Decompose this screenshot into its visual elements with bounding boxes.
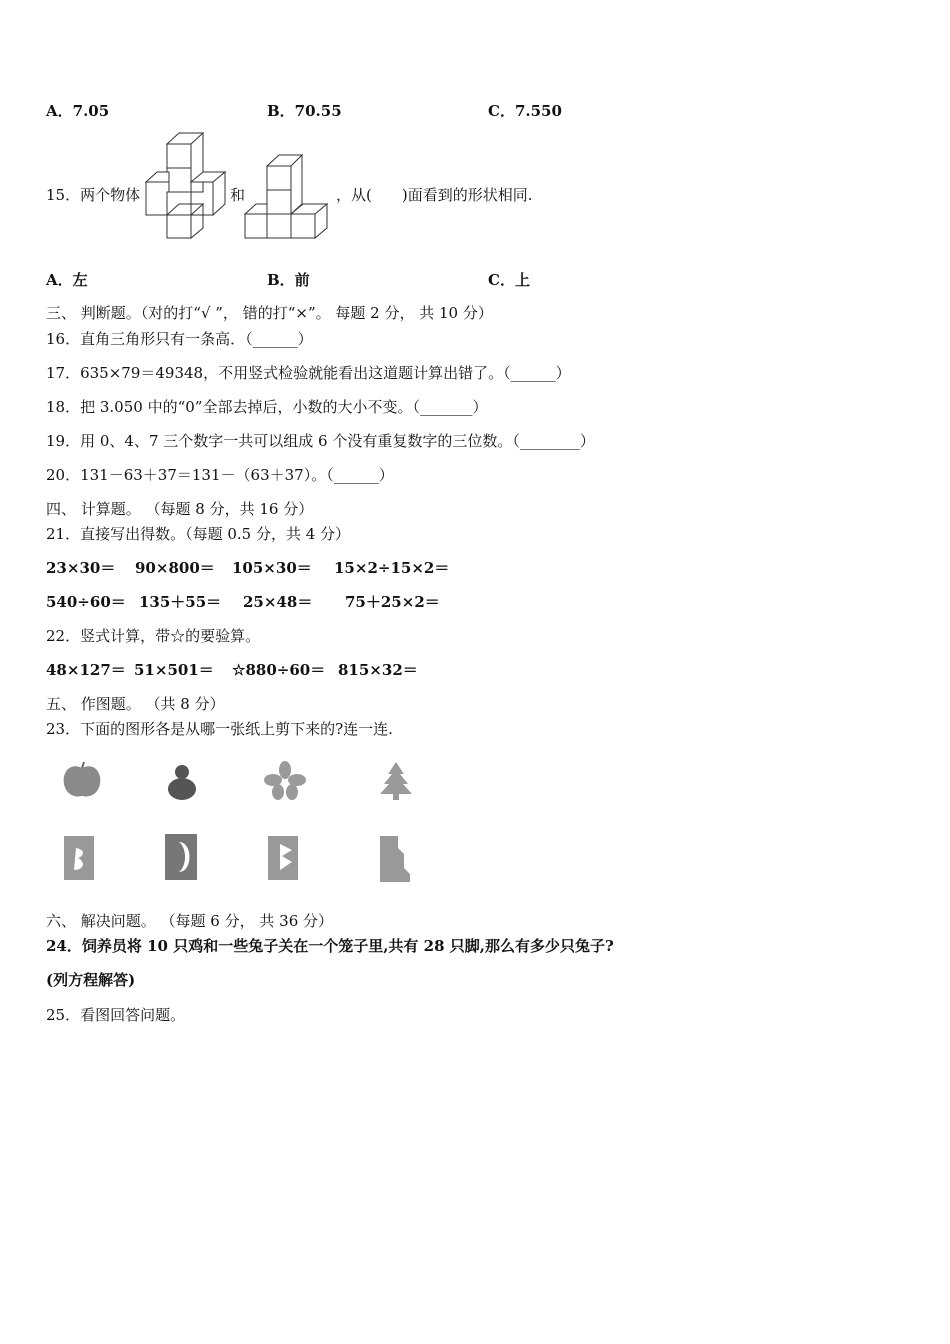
calc-item: 540÷60＝: [46, 593, 126, 611]
section-4-heading: 四、 计算题。 （每题 8 分，共 16 分）: [46, 500, 314, 518]
section-5-heading: 五、 作图题。 （共 8 分）: [46, 695, 225, 713]
calc-item: 25×48＝: [243, 593, 313, 611]
q15-option-c: C．上: [488, 271, 530, 289]
calc-item: 48×127＝: [46, 661, 126, 679]
question-25: 25．看图回答问题。: [46, 1006, 186, 1024]
question-24-note: (列方程解答): [46, 971, 136, 989]
calc-item: 90×800＝: [135, 559, 215, 577]
question-16: 16．直角三角形只有一条高．（______）: [46, 330, 313, 348]
question-22: 22．竖式计算，带☆的要验算。: [46, 627, 261, 645]
question-21: 21．直接写出得数。（每题 0.5 分，共 4 分）: [46, 525, 351, 543]
question-19: 19．用 0、4、7 三个数字一共可以组成 6 个没有重复数字的三位数。（________）: [46, 432, 595, 450]
calc-item: 815×32＝: [338, 661, 418, 679]
q14-option-a: A．7.05: [46, 102, 110, 120]
section-3-heading: 三、 判断题。（对的打“√ ”， 错的打“×”。 每题 2 分， 共 10 分）: [46, 304, 493, 322]
cube-figure-1: [145, 132, 235, 240]
calc-item: ☆880÷60＝: [232, 661, 326, 679]
flower-shape-icon: [263, 760, 307, 800]
tree-shape-icon: [376, 760, 416, 802]
gourd-shape-icon: [162, 760, 202, 802]
paper-with-cutout-2: [163, 832, 199, 882]
paper-with-cutout-1: [62, 834, 96, 882]
section-6-heading: 六、 解决问题。 （每题 6 分， 共 36 分）: [46, 912, 334, 930]
q15-option-a: A．左: [46, 271, 88, 289]
q15-option-b: B．前: [267, 271, 310, 289]
question-24: 24．饲养员将 10 只鸡和一些兔子关在一个笼子里,共有 28 只脚,那么有多少只兔子?: [46, 937, 614, 955]
question-17: 17．635×79＝49348，不用竖式检验就能看出这道题计算出错了。（______）: [46, 364, 571, 382]
calc-item: 105×30＝: [232, 559, 312, 577]
q14-option-c: C．7.550: [488, 102, 562, 120]
question-18: 18．把 3.050 中的“0”全部去掉后，小数的大小不变。（_______）: [46, 398, 488, 416]
calc-item: 23×30＝: [46, 559, 116, 577]
q14-option-b: B．70.55: [267, 102, 342, 120]
calc-item: 75＋25×2＝: [345, 593, 440, 611]
calc-item: 15×2÷15×2＝: [334, 559, 450, 577]
q15-mid: 和: [230, 186, 246, 204]
paper-with-cutout-4: [378, 834, 412, 884]
apple-shape-icon: [60, 760, 104, 800]
question-20: 20．131－63＋37＝131－（63＋37）。（______）: [46, 466, 394, 484]
q15-suffix: ，从( )面看到的形状相同.: [336, 186, 533, 204]
cube-figure-2: [244, 154, 334, 240]
q15-prefix: 15．两个物体: [46, 186, 141, 204]
paper-with-cutout-3: [266, 834, 300, 882]
calc-item: 135＋55＝: [139, 593, 222, 611]
calc-item: 51×501＝: [134, 661, 214, 679]
question-23: 23．下面的图形各是从哪一张纸上剪下来的?连一连.: [46, 720, 393, 738]
